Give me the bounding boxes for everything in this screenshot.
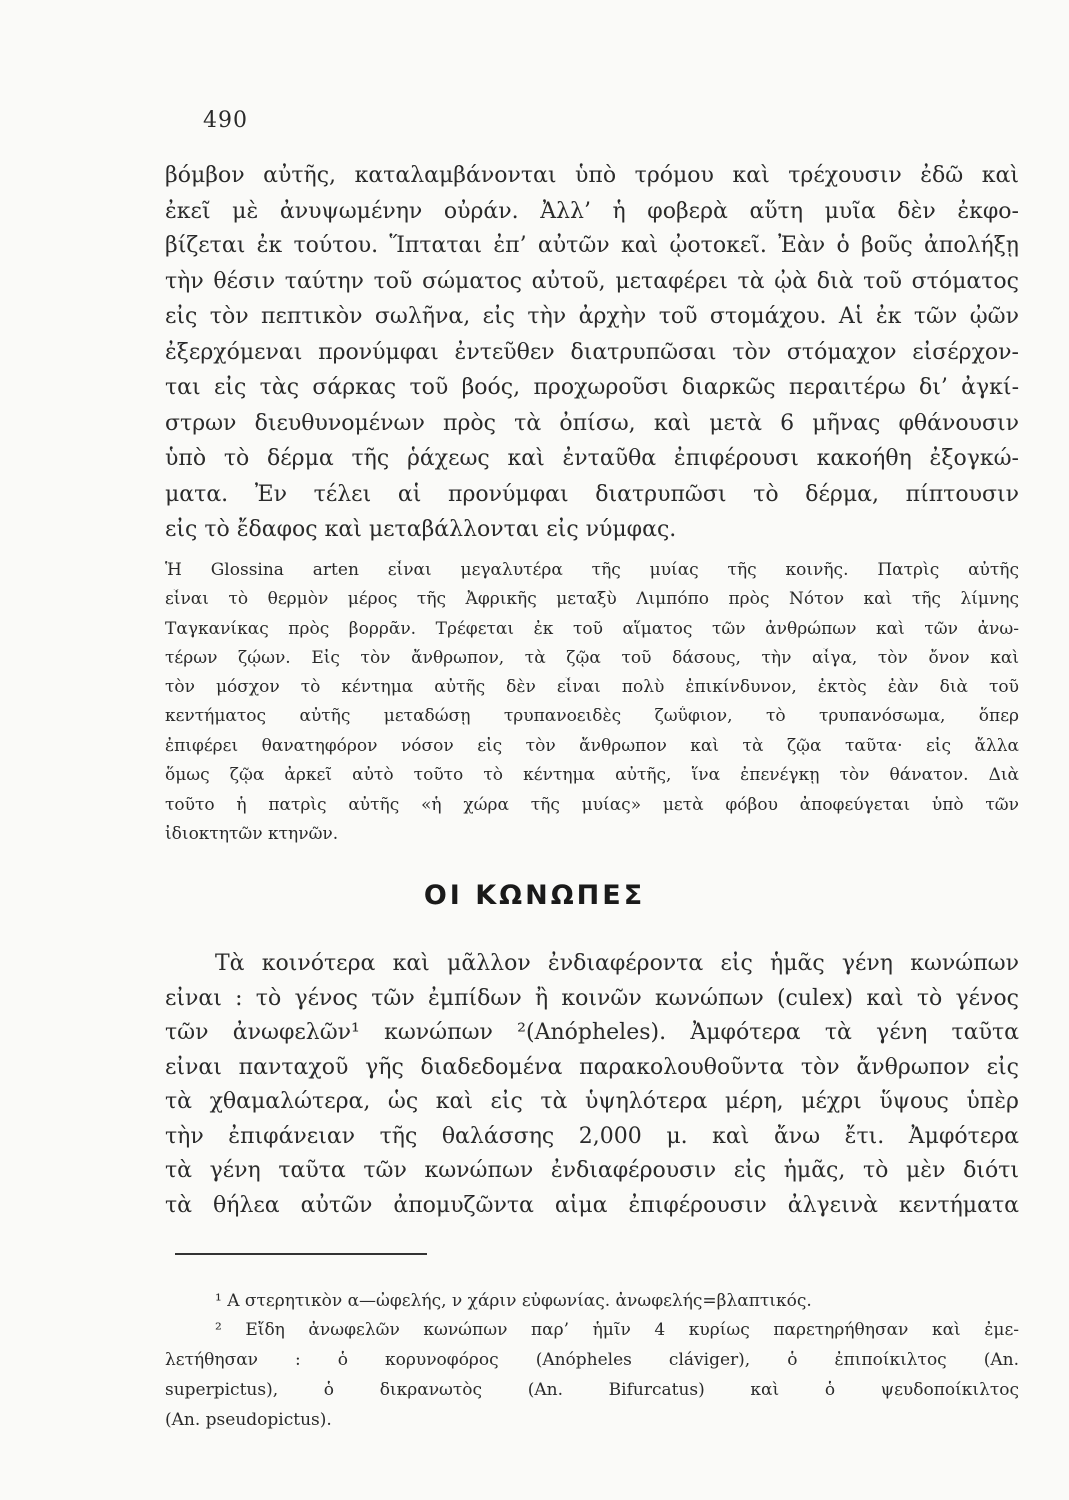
footnote-line: ¹ Α στερητικὸν α—ὠφελής, ν χάριν εὐφωνίας. ἀνωφελής=βλαπτικός. (215, 1291, 812, 1311)
text-line: τὰ χθαμαλώτερα, ὡς καὶ εἰς τὰ ὑψηλότερα μέρη, μέχρι ὕψους ὑπὲρ (165, 1089, 1019, 1114)
text-line: τὰ γένη ταῦτα τῶν κωνώπων ἐνδιαφέρουσιν εἰς ἡμᾶς, τὸ μὲν διότι (165, 1158, 1019, 1183)
text-line: εἰς τὸν πεπτικὸν σωλῆνα, εἰς τὴν ἀρχὴν τοῦ στομάχου. Αἱ ἐκ τῶν ᾠῶν (165, 304, 1019, 329)
text-line: βόμβον αὐτῆς, καταλαμβάνονται ὑπὸ τρόμου καὶ τρέχουσιν ἐδῶ καὶ (165, 163, 1019, 188)
page-number: 490 (203, 108, 248, 133)
text-line: ματα. Ἐν τέλει αἱ προνύμφαι διατρυπῶσι τὸ δέρμα, πίπτουσιν (165, 482, 1019, 507)
text-line: Ἡ Glossina arten εἶναι μεγαλυτέρα τῆς μυίας τῆς κοινῆς. Πατρὶς αὐτῆς (165, 560, 1019, 580)
text-line: ται εἰς τὰς σάρκας τοῦ βοός, προχωροῦσι διαρκῶς περαιτέρω δι’ ἀγκί- (165, 375, 1019, 400)
text-line: στρων διευθυνομένων πρὸς τὰ ὀπίσω, καὶ μετὰ 6 μῆνας φθάνουσιν (165, 411, 1019, 436)
text-line: εἶναι τὸ θερμὸν μέρος τῆς Ἀφρικῆς μεταξὺ Λιμπόπο πρὸς Νότον καὶ τῆς λίμνης (165, 589, 1019, 609)
text-line: ὑπὸ τὸ δέρμα τῆς ῥάχεως καὶ ἐνταῦθα ἐπιφέρουσι κακοήθη ἐξογκώ- (165, 446, 1019, 471)
footnote-divider (175, 1253, 427, 1255)
section-heading: ΟΙ ΚΩΝΩΠΕΣ (423, 880, 646, 911)
text-line: κεντήματος αὐτῆς μεταδώσῃ τρυπανοειδὲς ζωΰφιον, τὸ τρυπανόσωμα, ὅπερ (165, 706, 1019, 726)
text-line: Τὰ κοινότερα καὶ μᾶλλον ἐνδιαφέροντα εἰς ἡμᾶς γένη κωνώπων (215, 951, 1019, 976)
footnote-line: ² Εἴδη ἀνωφελῶν κωνώπων παρ’ ἡμῖν 4 κυρίως παρετηρήθησαν καὶ ἐμε- (215, 1320, 1019, 1340)
footnote-line: (An. pseudopictus). (165, 1410, 332, 1430)
text-line: ἰδιοκτητῶν κτηνῶν. (165, 824, 339, 844)
text-line: εἶναι πανταχοῦ γῆς διαδεδομένα παρακολουθοῦντα τὸν ἄνθρωπον εἰς (165, 1055, 1019, 1080)
text-line: τὸν μόσχον τὸ κέντημα αὐτῆς δὲν εἶναι πολὺ ἐπικίνδυνον, ἐκτὸς ἐὰν διὰ τοῦ (165, 677, 1019, 697)
text-line: εἶναι : τὸ γένος τῶν ἐμπίδων ἢ κοινῶν κωνώπων (culex) καὶ τὸ γένος (165, 986, 1019, 1011)
text-line: βίζεται ἐκ τούτου. Ἵπταται ἐπ’ αὐτῶν καὶ ᾠοτοκεῖ. Ἐὰν ὁ βοῦς ἀπολήξῃ (165, 233, 1019, 258)
footnote-line: λετήθησαν : ὁ κορυνοφόρος (Anópheles cláviger), ὁ ἐπιποίκιλτος (An. (165, 1350, 1019, 1370)
text-line: τὰ θήλεα αὐτῶν ἀπομυζῶντα αἷμα ἐπιφέρουσιν ἀλγεινὰ κεντήματα (165, 1193, 1019, 1218)
text-line: τὴν θέσιν ταύτην τοῦ σώματος αὐτοῦ, μεταφέρει τὰ ᾠὰ διὰ τοῦ στόματος (165, 269, 1019, 294)
text-line: ἐκεῖ μὲ ἀνυψωμένην οὐράν. Ἀλλ’ ἡ φοβερὰ αὕτη μυῖα δὲν ἐκφο- (165, 199, 1019, 224)
text-line: τοῦτο ἡ πατρὶς αὐτῆς «ἡ χώρα τῆς μυίας» μετὰ φόβου ἀποφεύγεται ὑπὸ τῶν (165, 795, 1019, 815)
text-line: ἐξερχόμεναι προνύμφαι ἐντεῦθεν διατρυπῶσαι τὸν στόμαχον εἰσέρχον- (165, 340, 1019, 365)
text-line: εἰς τὸ ἔδαφος καὶ μεταβάλλονται εἰς νύμφας. (165, 517, 677, 542)
text-line: ὅμως ζῷα ἀρκεῖ αὐτὸ τοῦτο τὸ κέντημα αὐτῆς, ἵνα ἐπενέγκῃ τὸν θάνατον. Διὰ (165, 765, 1019, 785)
text-line: τῶν ἀνωφελῶν¹ κωνώπων ²(Anópheles). Ἀμφότερα τὰ γένη ταῦτα (165, 1020, 1019, 1045)
text-line: Ταγκανίκας πρὸς βορρᾶν. Τρέφεται ἐκ τοῦ αἵματος τῶν ἀνθρώπων καὶ τῶν ἀνω- (165, 619, 1019, 639)
text-line: ἐπιφέρει θανατηφόρον νόσον εἰς τὸν ἄνθρωπον καὶ τὰ ζῷα ταῦτα· εἰς ἄλλα (165, 736, 1019, 756)
text-line: τέρων ζῴων. Εἰς τὸν ἄνθρωπον, τὰ ζῷα τοῦ δάσους, τὴν αἶγα, τὸν ὄνον καὶ (165, 648, 1019, 668)
footnote-line: superpictus), ὁ δικρανωτὸς (An. Bifurcatus) καὶ ὁ ψευδοποίκιλτος (165, 1380, 1019, 1400)
text-line: τὴν ἐπιφάνειαν τῆς θαλάσσης 2,000 μ. καὶ ἄνω ἔτι. Ἀμφότερα (165, 1124, 1019, 1149)
